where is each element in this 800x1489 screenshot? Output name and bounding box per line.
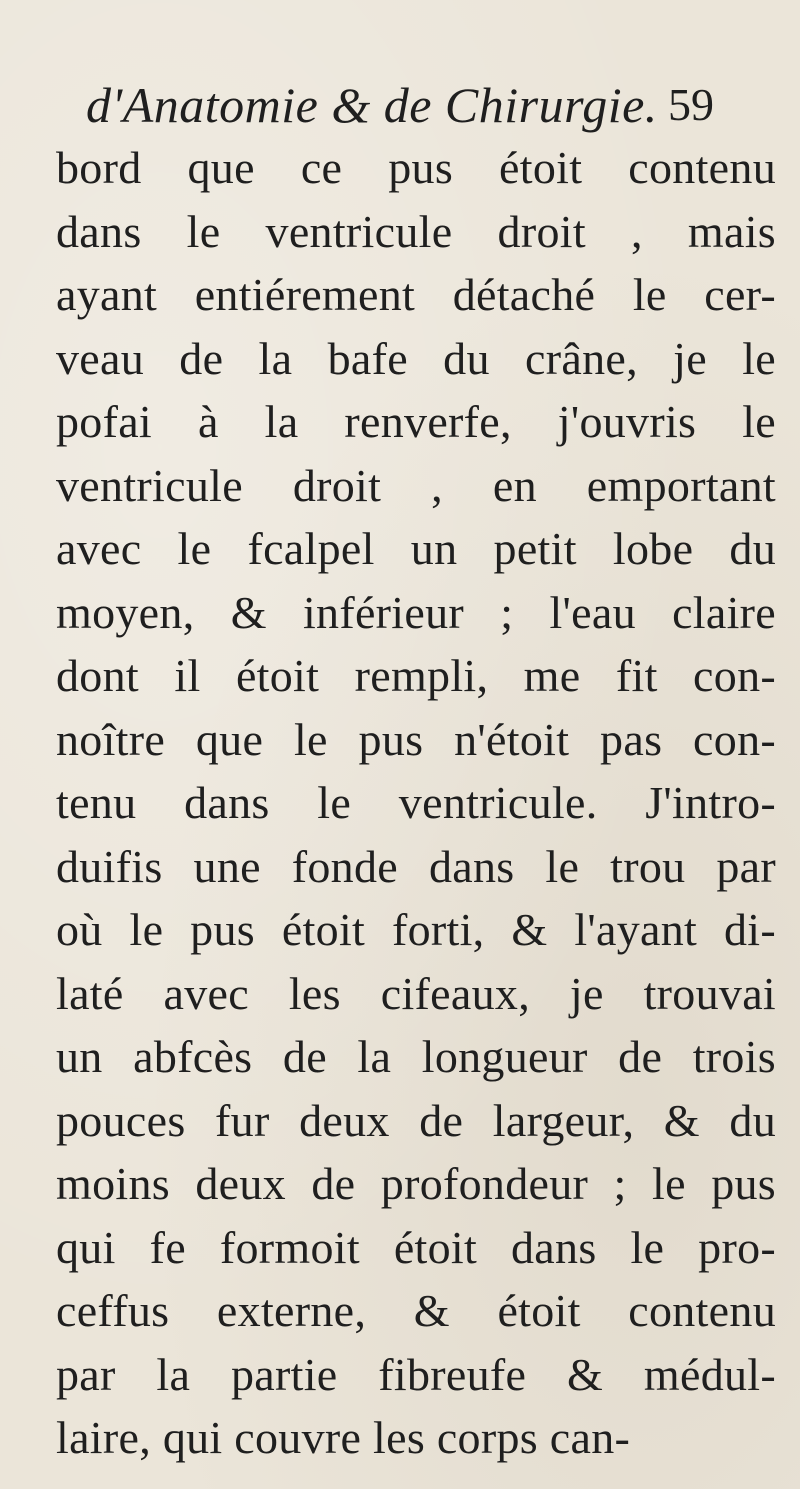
text-line: dans le ventricule droit , mais xyxy=(56,205,776,257)
text-line: laté avec les cifeaux, je trouvai xyxy=(56,967,776,1019)
text-line: moins deux de profondeur ; le pus xyxy=(56,1158,776,1209)
body-text xyxy=(56,136,776,1470)
text-line: ventricule droit , en emportant xyxy=(56,459,776,511)
text-line: un abfcès de la longueur de trois xyxy=(56,1031,776,1082)
page-header xyxy=(0,70,800,140)
text-line: noître que le pus n'étoit pas con- xyxy=(56,713,776,765)
text-line: veau de la bafe du crâne, je le xyxy=(56,332,776,384)
text-line: par la partie fibreufe & médul- xyxy=(56,1348,776,1400)
text-line: ayant entiérement détaché le cer- xyxy=(56,269,776,320)
text-line: bord que ce pus étoit contenu xyxy=(56,142,776,193)
text-line: ceffus externe, & étoit contenu xyxy=(56,1285,776,1336)
text-line: pofai à la renverfe, j'ouvris le xyxy=(56,396,776,447)
text-line: moyen, & inférieur ; l'eau claire xyxy=(56,586,776,638)
text-line: où le pus étoit forti, & l'ayant di- xyxy=(56,904,776,955)
text-line: avec le fcalpel un petit lobe du xyxy=(56,523,776,574)
running-title: d'Anatomie & de Chirurgie. xyxy=(86,77,658,133)
text-line: qui fe formoit étoit dans le pro- xyxy=(56,1221,776,1273)
page-number: 59 xyxy=(668,79,714,130)
text-line: dont il étoit rempli, me fit con- xyxy=(56,650,776,701)
text-line: laire, qui couvre les corps can- xyxy=(56,1412,631,1463)
text-line: duifis une fonde dans le trou par xyxy=(56,840,776,892)
text-line: pouces fur deux de largeur, & du xyxy=(56,1094,776,1146)
text-line: tenu dans le ventricule. J'intro- xyxy=(56,777,776,828)
